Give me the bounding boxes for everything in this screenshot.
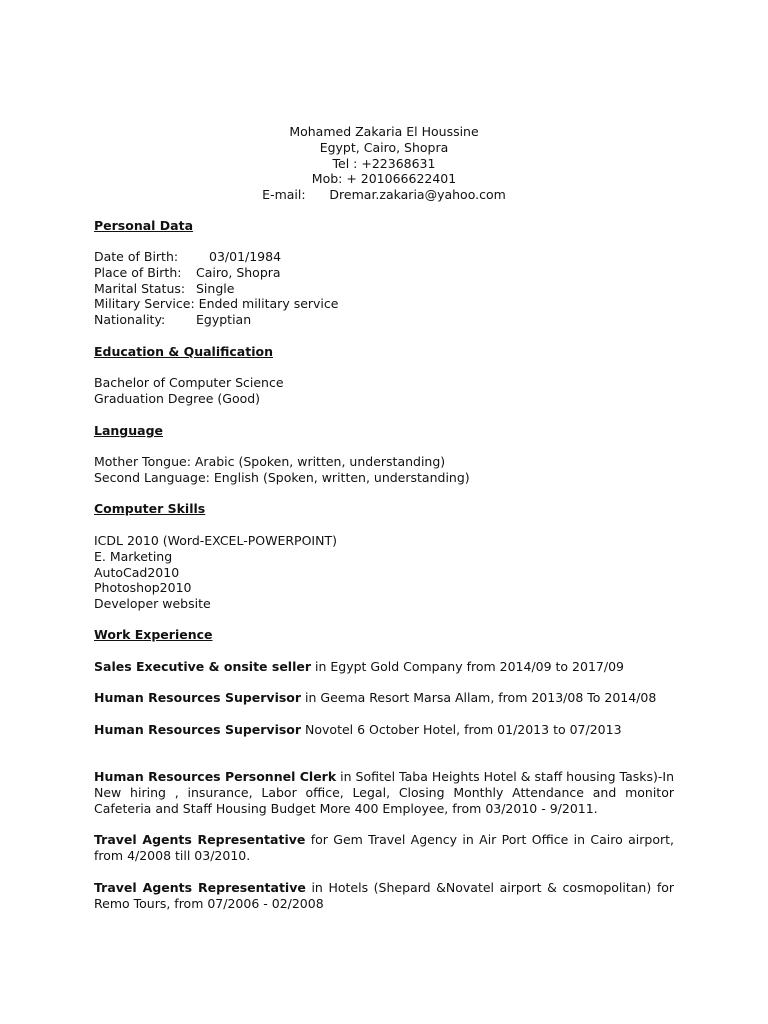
contact-header — [0, 124, 768, 203]
personal-row-marital — [94, 281, 674, 297]
job-title: Travel Agents Representative — [94, 832, 306, 847]
personal-data-heading: Personal Data — [94, 218, 194, 233]
military-label: Military Service: — [94, 296, 195, 312]
birthplace-value: Cairo, Shopra — [196, 264, 281, 280]
skill-item: Photoshop2010 — [94, 580, 192, 596]
personal-row-birthplace — [94, 265, 674, 281]
skills-section — [94, 501, 674, 517]
telephone-line: Tel : +22368631 — [332, 155, 436, 171]
job-entry — [94, 832, 674, 864]
mobile-line: Mob: + 201066622401 — [311, 171, 457, 187]
personal-data-list — [94, 249, 674, 328]
skill-item: Developer website — [94, 596, 211, 612]
job-detail: Novotel 6 October Hotel, from 01/2013 to 07/2013 — [301, 722, 622, 737]
personal-row-nationality — [94, 312, 674, 328]
nationality-value: Egyptian — [196, 312, 252, 328]
candidate-name: Mohamed Zakaria El Houssine — [289, 124, 479, 139]
job-title: Sales Executive & onsite seller — [94, 659, 312, 674]
education-line: Bachelor of Computer Science — [94, 375, 284, 390]
skill-item: AutoCad2010 — [94, 564, 180, 580]
job-detail: in Sofitel Taba Heights Hotel & staff housing Tasks)-In New hiring , insurance, Labor office, Legal, Closing Monthly Attendance and monitor Cafeteria and Staff Housing Budget More 400 Employee, from 03/2010 - 9/2011. — [94, 769, 674, 816]
job-entry — [94, 690, 674, 706]
military-value: Ended military service — [198, 296, 339, 312]
work-heading: Work Experience — [94, 627, 213, 642]
personal-row-birthdate — [94, 249, 674, 265]
job-title: Human Resources Supervisor — [94, 690, 302, 705]
education-heading: Education & Qualification — [94, 344, 273, 359]
education-line: Graduation Degree (Good) — [94, 390, 261, 406]
job-detail: in Hotels (Shepard &Novatel airport & cosmopolitan) for Remo Tours, from 07/2006 - 02/2008 — [94, 880, 675, 911]
email-label: E-mail: — [262, 187, 306, 203]
marital-value: Single — [196, 280, 235, 296]
language-line: Second Language: English (Spoken, written, understanding) — [94, 469, 470, 485]
nationality-label: Nationality: — [94, 312, 166, 328]
personal-row-military — [94, 296, 674, 312]
address-line: Egypt, Cairo, Shopra — [319, 139, 449, 155]
email-line — [0, 187, 768, 203]
language-heading: Language — [94, 423, 164, 438]
birthdate-label: Date of Birth: — [94, 249, 179, 264]
job-entry — [94, 722, 674, 738]
birthdate-value: 03/01/1984 — [209, 249, 282, 264]
job-entry — [94, 769, 674, 816]
job-entry — [94, 659, 674, 675]
language-list — [94, 454, 674, 486]
job-title: Travel Agents Representative — [94, 880, 306, 895]
personal-data-section — [94, 218, 674, 234]
birthplace-label: Place of Birth: — [94, 264, 182, 280]
skills-list — [94, 533, 674, 612]
language-section — [94, 423, 674, 439]
job-title: Human Resources Supervisor — [94, 722, 302, 737]
education-list — [94, 375, 674, 407]
job-entry — [94, 880, 674, 912]
skills-heading: Computer Skills — [94, 501, 206, 516]
work-section — [94, 627, 674, 643]
skill-item: ICDL 2010 (Word-EXCEL-POWERPOINT) — [94, 533, 337, 548]
email-address: Dremar.zakaria@yahoo.com — [329, 187, 506, 203]
job-title: Human Resources Personnel Clerk — [94, 769, 337, 784]
job-detail: in Egypt Gold Company from 2014/09 to 2017/09 — [311, 659, 624, 674]
language-line: Mother Tongue: Arabic (Spoken, written, understanding) — [94, 454, 446, 469]
education-section — [94, 344, 674, 360]
marital-label: Marital Status: — [94, 280, 186, 296]
job-detail: in Geema Resort Marsa Allam, from 2013/08 To 2014/08 — [301, 690, 657, 705]
job-detail: for Gem Travel Agency in Air Port Office in Cairo airport, from 4/2008 till 03/2010. — [94, 832, 674, 863]
skill-item: E. Marketing — [94, 548, 173, 564]
